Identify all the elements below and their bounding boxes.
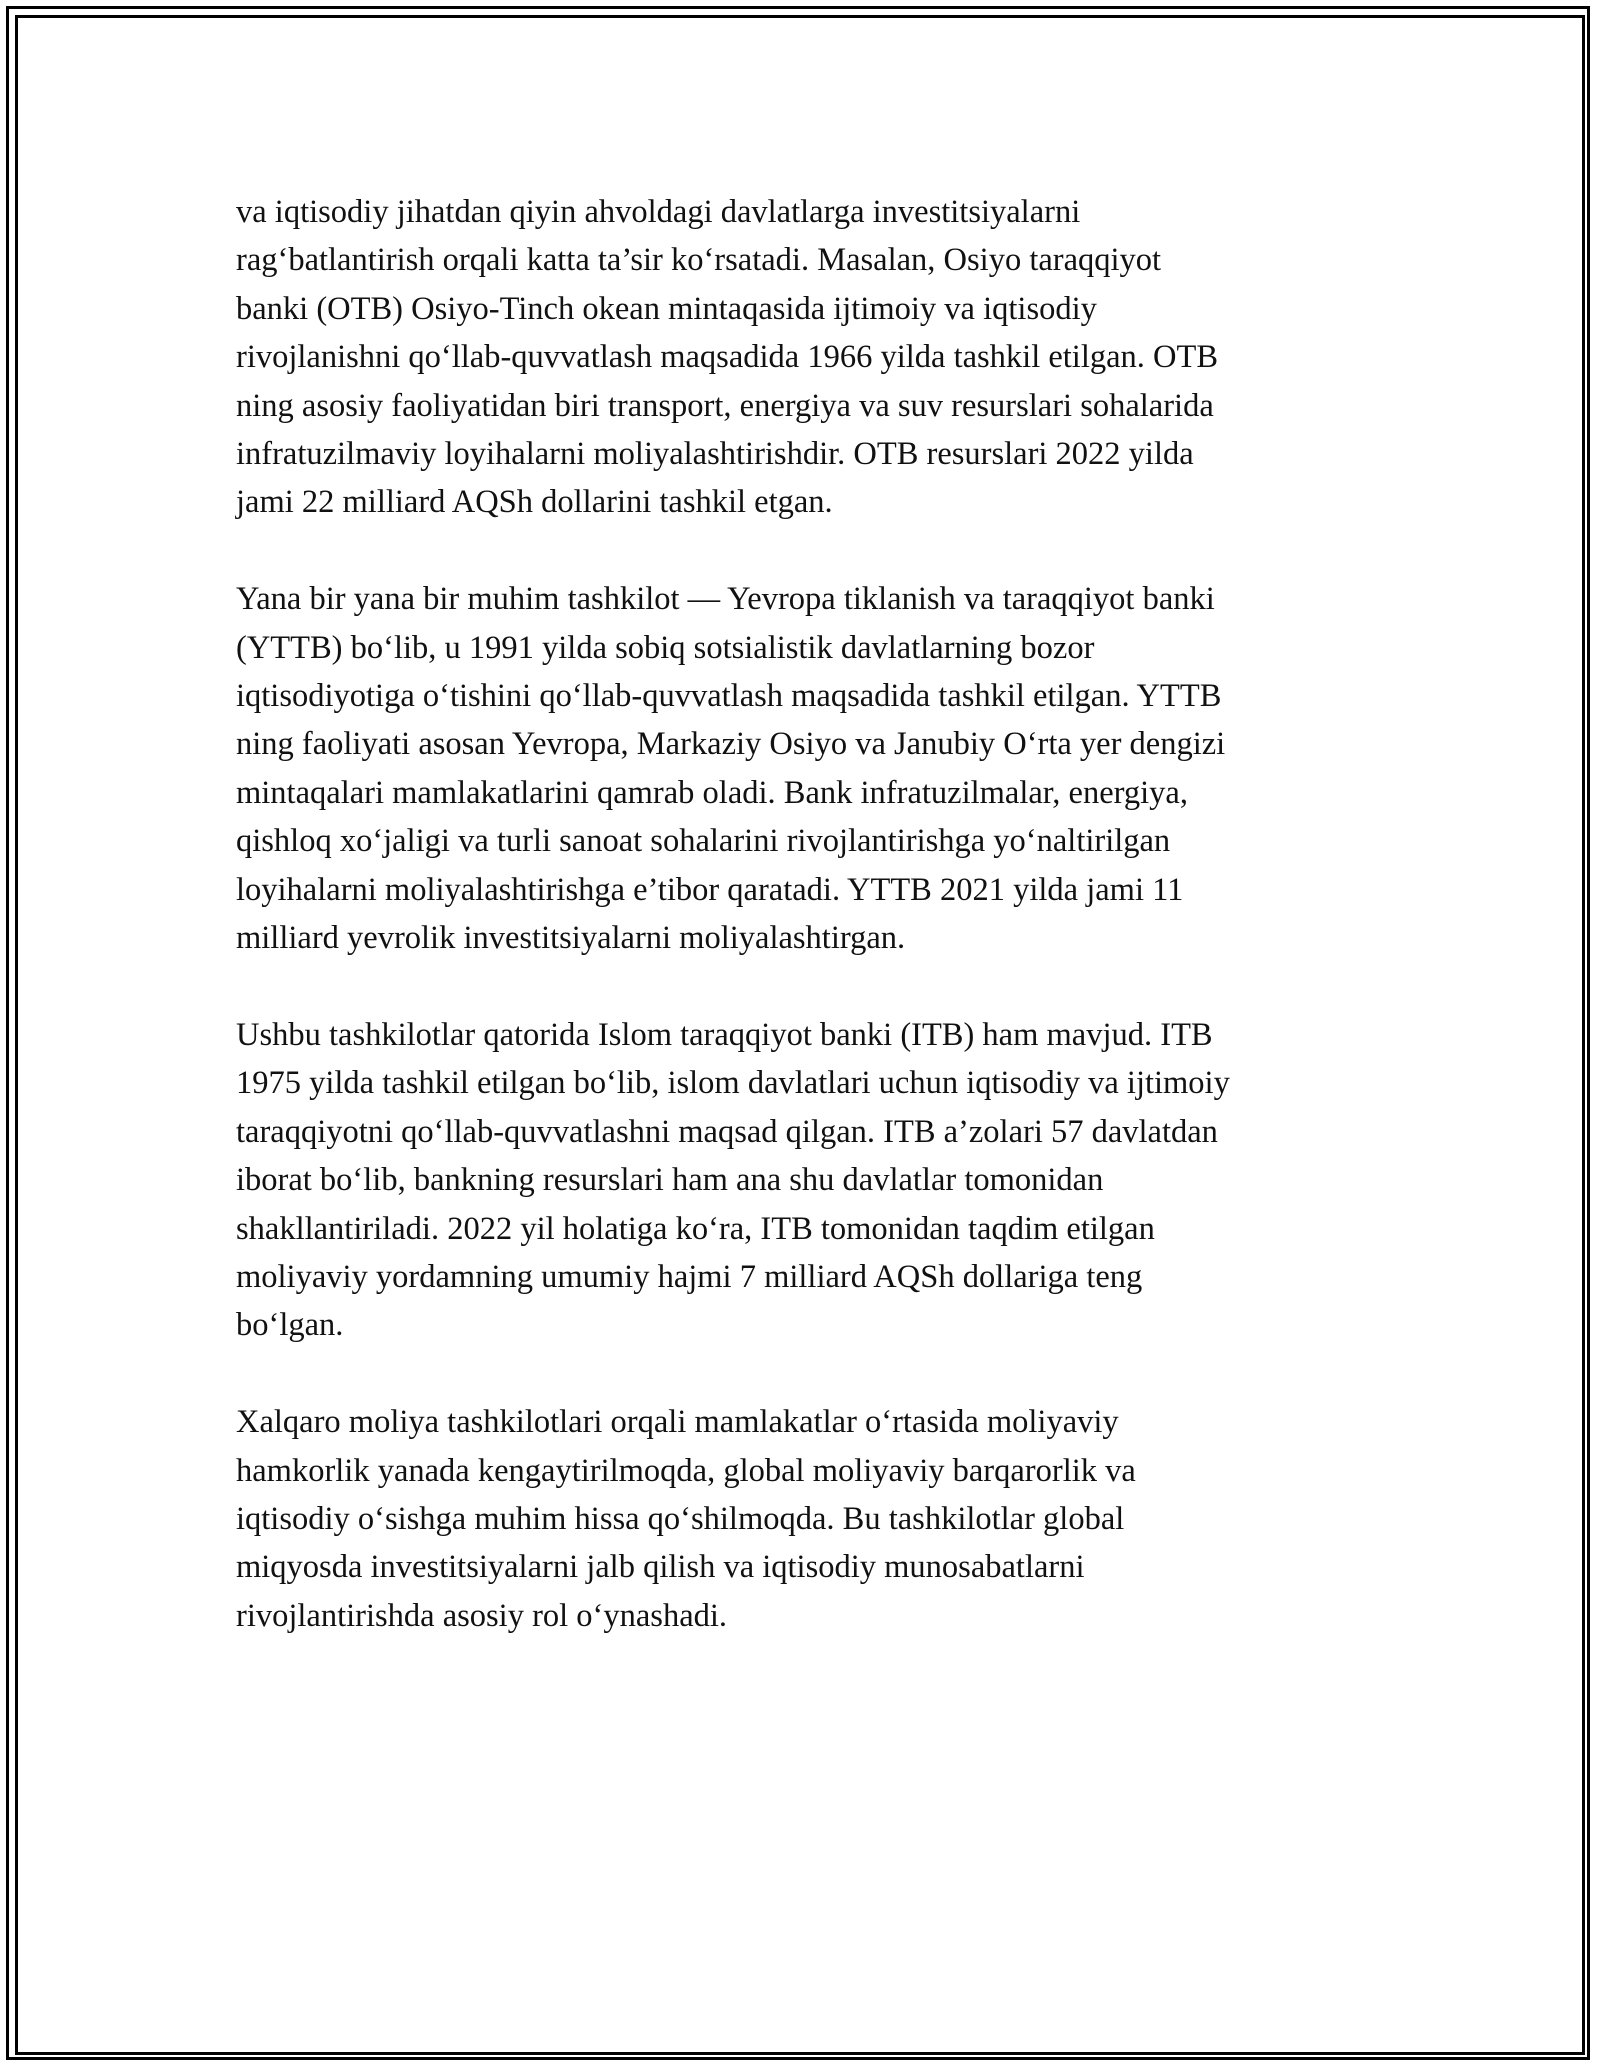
paragraph-itb: [236, 1011, 1406, 1350]
text-line: iqtisodiy o‘sishga muhim hissa qo‘shilmoqda. Bu tashkilotlar global: [236, 1500, 1125, 1537]
text-line: rivojlanishni qo‘llab-quvvatlash maqsadida 1966 yilda tashkil etilgan. OTB: [236, 339, 1219, 376]
text-line: hamkorlik yanada kengaytirilmoqda, global moliyaviy barqarorlik va: [236, 1452, 1136, 1489]
text-line: iborat bo‘lib, bankning resurslari ham ana shu davlatlar tomonidan: [236, 1162, 1104, 1199]
text-line: banki (OTB) Osiyo-Tinch okean mintaqasida ijtimoiy va iqtisodiy: [236, 290, 1097, 327]
paragraph-yttb: [236, 575, 1406, 962]
text-line: rivojlantirishda asosiy rol o‘ynashadi.: [236, 1597, 728, 1634]
text-line: moliyaviy yordamning umumiy hajmi 7 milliard AQSh dollariga teng: [236, 1258, 1143, 1295]
text-line: Xalqaro moliya tashkilotlari orqali mamlakatlar o‘rtasida moliyaviy: [236, 1404, 1119, 1441]
paragraph-conclusion: [236, 1398, 1406, 1640]
text-line: miqyosda investitsiyalarni jalb qilish va iqtisodiy munosabatlarni: [236, 1549, 1085, 1586]
text-line: (YTTB) bo‘lib, u 1991 yilda sobiq sotsialistik davlatlarning bozor: [236, 629, 1095, 666]
text-line: loyihalarni moliyalashtirishga e’tibor qaratadi. YTTB 2021 yilda jami 11: [236, 871, 1184, 908]
text-line: bo‘lgan.: [236, 1307, 344, 1344]
text-line: infratuzilmaviy loyihalarni moliyalashtirishdir. OTB resurslari 2022 yilda: [236, 436, 1194, 473]
text-line: iqtisodiyotiga o‘tishini qo‘llab-quvvatlash maqsadida tashkil etilgan. YTTB: [236, 678, 1222, 715]
text-line: rag‘batlantirish orqali katta ta’sir ko‘rsatadi. Masalan, Osiyo taraqqiyot: [236, 242, 1162, 279]
text-line: va iqtisodiy jihatdan qiyin ahvoldagi davlatlarga investitsiyalarni: [236, 194, 1081, 230]
text-line: qishloq xo‘jaligi va turli sanoat sohalarini rivojlantirishga yo‘naltirilgan: [236, 823, 1171, 860]
text-line: jami 22 milliard AQSh dollarini tashkil etgan.: [236, 484, 833, 521]
text-line: mintaqalari mamlakatlarini qamrab oladi. Bank infratuzilmalar, energiya,: [236, 774, 1188, 811]
text-line: Yana bir yana bir muhim tashkilot — Yevropa tiklanish va taraqqiyot banki: [236, 581, 1215, 618]
page-body: [236, 188, 1406, 1689]
paragraph-otb: [236, 188, 1406, 527]
text-line: shakllantiriladi. 2022 yil holatiga ko‘ra, ITB tomonidan taqdim etilgan: [236, 1210, 1155, 1247]
text-line: ning faoliyati asosan Yevropa, Markaziy Osiyo va Janubiy O‘rta yer dengizi: [236, 726, 1226, 763]
text-line: 1975 yilda tashkil etilgan bo‘lib, islom davlatlari uchun iqtisodiy va ijtimoiy: [236, 1065, 1230, 1102]
text-line: ning asosiy faoliyatidan biri transport, energiya va suv resurslari sohalarida: [236, 387, 1214, 424]
text-line: milliard yevrolik investitsiyalarni moliyalashtirgan.: [236, 920, 906, 957]
text-line: Ushbu tashkilotlar qatorida Islom taraqqiyot banki (ITB) ham mavjud. ITB: [236, 1016, 1213, 1053]
text-line: taraqqiyotni qo‘llab-quvvatlashni maqsad qilgan. ITB a’zolari 57 davlatdan: [236, 1113, 1218, 1150]
